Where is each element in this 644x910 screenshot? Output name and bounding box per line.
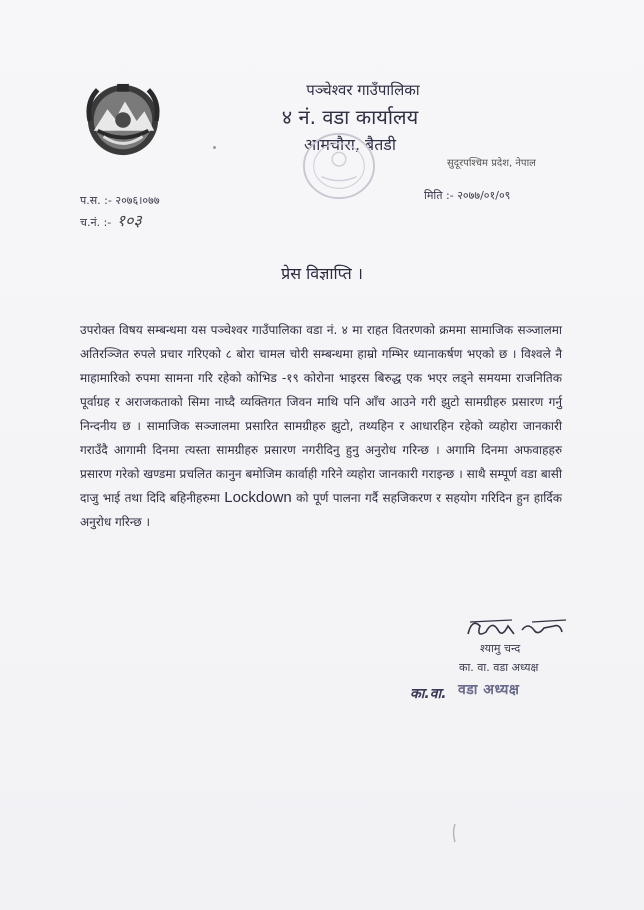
office-address: आमचौरा, बैतडी xyxy=(303,135,397,154)
speck-dot xyxy=(213,146,216,149)
body-text-part1: उपरोक्त विषय सम्बन्धमा यस पञ्चेश्वर गाउँपालिका वडा नं. ४ मा राहत वितरणको क्रममा सामाजिक सञ्जालमा अतिरञ्जित रुपले प्रचार गरिएको ८ बोरा चामल चोरी सम्बन्धमा हाम्रो गम्भिर ध्यानाकर्षण भएको छ । विश्वले नै माहामारिको रुपमा सामना गरि रहेको कोभिड -१९ कोरोना भाइरस बिरुद्ध एक भएर लड्ने समयमा राजनितिक पूर्वाग्रह र अराजकताको सिमा नाघ्दै व्यक्तिगत जिवन माथि पनि आँच आउने गरी झुटो सामग्रीहरु प्रसारण गर्नु निन्दनीय छ । सामाजिक सञ्जालमा प्रसारित सामग्रीहरु झुटो, तथ्यहिन र आधारहिन रहेको व्यहोरा जानकारी गराउँदै आगामी दिनमा त्यस्ता सामग्रीहरु प्रसारण नगरीदिनु हुनु अनुरोध गरिन्छ । अगामि दिनमा अफवाहहरु प्रसारण गरेको खण्डमा प्रचलित कानुन बमोजिम कार्वाही गरिने व्यहोरा जानकारी गराइन्छ । साथै सम्पूर्ण वडा बासी दाजु भाई तथा दिदि बहिनीहरुमा xyxy=(80,323,562,505)
body-text-part2: को पूर्ण पालना गर्दै सहजिकरण र सहयोग गरिदिन हुन हार्दिक अनुरोध गरिन्छ । xyxy=(80,491,562,529)
nepal-emblem-icon xyxy=(84,82,162,158)
press-release-title: प्रेस विज्ञाप्ति । xyxy=(281,264,363,283)
seal-prefix: का.वा. xyxy=(410,686,447,702)
pen-mark-icon xyxy=(450,822,460,844)
letter-body xyxy=(80,318,562,534)
office-stamp-icon xyxy=(300,130,378,202)
municipality-name: पञ्चेश्वर गाउँपालिका xyxy=(306,81,420,99)
dispatch-number-row xyxy=(80,209,142,231)
letter-date: मिति :- २०७७/०१/०९ xyxy=(424,189,511,202)
province-line: सुदूरपश्चिम प्रदेश, नेपाल xyxy=(447,158,536,169)
office-name: ४ नं. वडा कार्यालय xyxy=(281,105,419,129)
fiscal-year-ref: प.स. :- २०७६।०७७ xyxy=(80,194,160,207)
dispatch-number-label: च.नं. :- xyxy=(80,216,112,229)
dispatch-number-value: १०३ xyxy=(116,211,142,230)
body-lockdown-word: Lockdown xyxy=(224,489,292,506)
signatory-title: का. वा. वडा अध्यक्ष xyxy=(459,661,539,674)
signatory-name: श्यामु चन्द xyxy=(480,642,521,655)
ward-chair-seal: वडा अध्यक्ष xyxy=(458,682,520,698)
